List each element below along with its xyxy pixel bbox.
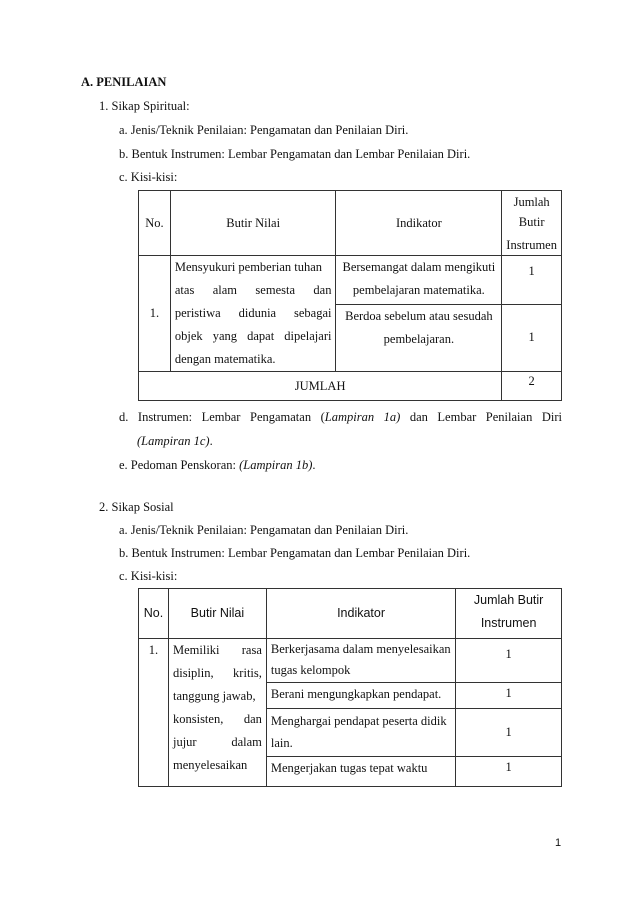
butir-nilai-cell (170, 256, 336, 372)
indikator-line: Berani mengungkapkan pendapat. (270, 687, 442, 701)
item-d-line2 (137, 434, 213, 449)
jumlah-cell: 1 (456, 683, 562, 709)
header-butir-nilai: Butir Nilai (170, 191, 336, 256)
indikator-line: Berdoa sebelum atau sesudah (345, 308, 493, 323)
lampiran-1b: (Lampiran 1b) (239, 458, 313, 472)
butir-line: Memiliki rasa (172, 643, 262, 657)
header-indikator: Indikator (336, 191, 502, 256)
list-item: a. Jenis/Teknik Penilaian: Pengamatan dan Penilaian Diri. (119, 523, 409, 537)
page-number: 1 (555, 837, 562, 849)
butir-line: Mensyukuri pemberian tuhan (174, 260, 323, 274)
lampiran-1c: (Lampiran 1c) (137, 434, 210, 448)
header-butir-nilai: Butir Nilai (168, 589, 266, 639)
row-number: 1. (139, 256, 171, 372)
indikator-line: lain. (270, 736, 293, 750)
indikator-line: pembelajaran. (383, 331, 455, 346)
item-d-line1 (119, 410, 562, 425)
total-label: JUMLAH (139, 372, 502, 401)
indikator-line: Berkerjasama dalam menyelesaikan (270, 642, 451, 656)
header-no: No. (139, 191, 171, 256)
total-value: 2 (502, 372, 562, 401)
jumlah-cell: 1 (456, 757, 562, 787)
indikator-line: pembelajaran matematika. (352, 283, 485, 297)
item-d-mid: dan Lembar Penilaian Diri (400, 410, 562, 424)
item-e (119, 458, 316, 473)
butir-line: menyelesaikan (172, 758, 248, 772)
header-jumlah-line1: Jumlah Butir (513, 195, 550, 229)
header-jumlah-line2: Instrumen (480, 616, 537, 630)
item-d-end: . (209, 434, 213, 448)
item-d-prefix: d. Instrumen: Lembar Pengamatan ( (119, 410, 325, 424)
jumlah-cell: 1 (502, 304, 562, 371)
list-item: b. Bentuk Instrumen: Lembar Pengamatan dan Lembar Penilaian Diri. (119, 147, 471, 161)
butir-line: objek yang dapat dipelajari (174, 329, 332, 343)
list-item: c. Kisi-kisi: (119, 569, 178, 583)
indikator-cell (266, 639, 455, 683)
butir-line: disiplin, kritis, (172, 666, 262, 680)
jumlah-cell: 1 (456, 639, 562, 683)
list-item: b. Bentuk Instrumen: Lembar Pengamatan dan Lembar Penilaian Diri. (119, 546, 471, 560)
indikator-line: tugas kelompok (270, 663, 351, 677)
indikator-cell (266, 683, 455, 709)
header-no: No. (139, 589, 169, 639)
header-jumlah (456, 589, 562, 639)
butir-line: peristiwa didunia sebagai (174, 306, 332, 320)
list-item: a. Jenis/Teknik Penilaian: Pengamatan dan Penilaian Diri. (119, 123, 409, 137)
section-title: A. PENILAIAN (81, 75, 167, 89)
kisi-kisi-table-spiritual (138, 190, 562, 401)
lampiran-1a: Lampiran 1a) (324, 410, 401, 424)
header-jumlah-line1: Jumlah Butir (473, 593, 544, 607)
indikator-cell (266, 757, 455, 787)
header-jumlah (502, 191, 562, 256)
butir-nilai-cell (168, 639, 266, 787)
indikator-cell (336, 304, 502, 371)
header-indikator: Indikator (266, 589, 455, 639)
subsection-heading-spiritual: 1. Sikap Spiritual: (99, 99, 190, 113)
kisi-kisi-table-sosial (138, 588, 562, 787)
subsection-heading-sosial: 2. Sikap Sosial (99, 500, 174, 514)
indikator-line: Menghargai pendapat peserta didik (270, 714, 447, 728)
row-number: 1. (139, 639, 169, 787)
indikator-line: Mengerjakan tugas tepat waktu (270, 761, 428, 775)
list-item: c. Kisi-kisi: (119, 170, 178, 184)
item-e-prefix: e. Pedoman Penskoran: (119, 458, 240, 472)
butir-line: tanggung jawab, (172, 689, 256, 703)
butir-line: jujur dalam (172, 735, 262, 749)
jumlah-cell: 1 (502, 256, 562, 305)
indikator-cell (266, 709, 455, 757)
butir-line: konsisten, dan (172, 712, 262, 726)
header-jumlah-line2: Instrumen (506, 238, 557, 252)
jumlah-cell: 1 (456, 709, 562, 757)
butir-line: dengan matematika. (174, 352, 276, 366)
item-e-end: . (312, 458, 316, 472)
butir-line: atas alam semesta dan (174, 283, 332, 297)
indikator-cell (336, 256, 502, 305)
indikator-line: Bersemangat dalam mengikuti (342, 260, 496, 274)
